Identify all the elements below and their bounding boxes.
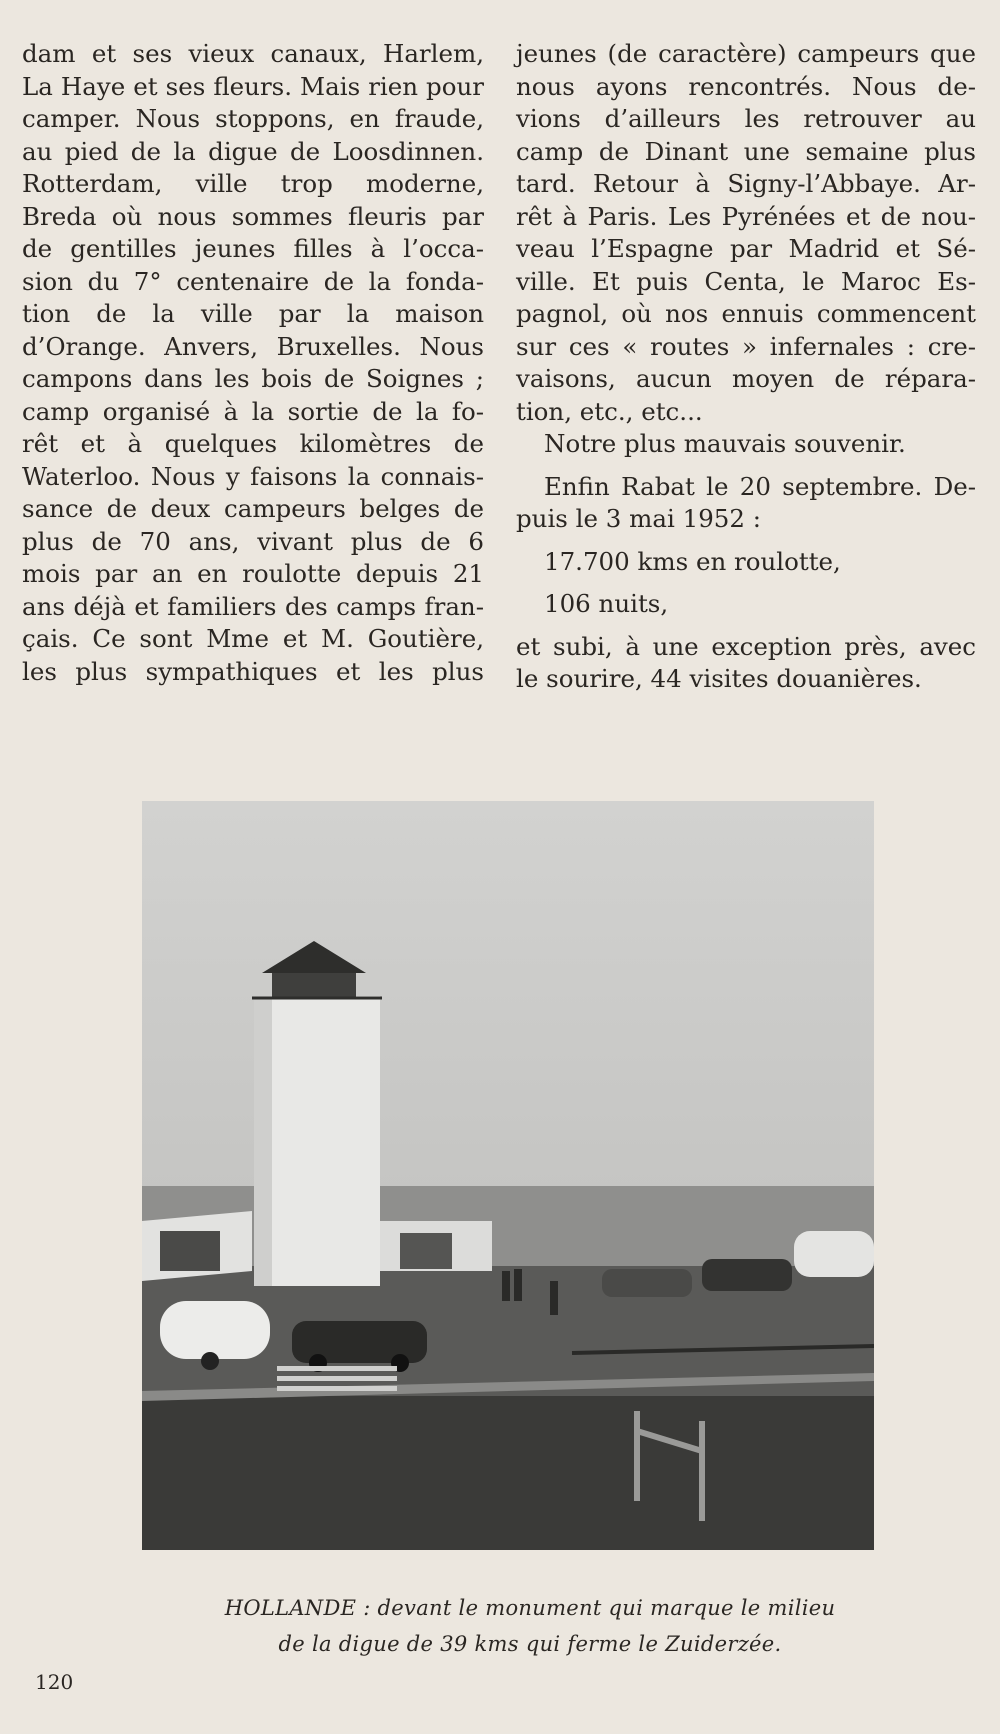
text-line: Notre plus mauvais souvenir. [544, 429, 906, 458]
text-line: La Haye et ses fleurs. Mais rien pour [22, 71, 484, 101]
text-line: vaisons, aucun moyen de répara- [516, 364, 976, 393]
paragraph-gap [516, 621, 976, 631]
text-line: veau l’Espagne par Madrid et Sé- [516, 234, 976, 263]
text-line: Enfin Rabat le 20 septembre. De- [544, 471, 976, 501]
text-line: d’Orange. Anvers, Bruxelles. Nous [22, 331, 484, 361]
photo-caption [150, 1590, 910, 1662]
text-line: Breda où nous sommes fleuris par [22, 201, 484, 231]
text-line: camper. Nous stoppons, en fraude, [22, 104, 484, 133]
text-line: tion, etc., etc... [516, 396, 703, 426]
text-line: mois par an en roulotte depuis 21 [22, 559, 484, 588]
photo-illustration [142, 801, 874, 1550]
photograph-dike-monument [142, 801, 874, 1550]
list-item: 106 nuits, [544, 589, 669, 618]
text-line: camp organisé à la sortie de la fo- [22, 396, 484, 426]
text-line: Waterloo. Nous y faisons la connais- [22, 461, 484, 491]
text-line: pagnol, où nos ennuis commencent [516, 299, 976, 328]
text-line: campons dans les bois de Soignes ; [22, 364, 484, 393]
page-number: 120 [35, 1670, 74, 1694]
text-line: puis le 3 mai 1952 : [516, 504, 762, 533]
paragraph-gap [516, 461, 976, 471]
text-line: au pied de la digue de Loosdinnen. [22, 136, 484, 166]
right-column [516, 38, 976, 696]
left-column [22, 38, 484, 688]
text-line: dam et ses vieux canaux, Harlem, [22, 39, 484, 68]
text-line: les plus sympathiques et les plus [22, 656, 484, 686]
text-line: plus de 70 ans, vivant plus de 6 [22, 526, 484, 556]
text-line: sance de deux campeurs belges de [22, 494, 484, 523]
paragraph-gap [516, 578, 976, 588]
text-line: ville. Et puis Centa, le Maroc Es- [516, 266, 976, 296]
text-line: sur ces « routes » infernales : cre- [516, 331, 976, 361]
text-line: nous ayons rencontrés. Nous de- [516, 71, 976, 101]
text-line: rêt à Paris. Les Pyrénées et de nou- [516, 201, 976, 231]
caption-text: : devant le monument qui marque le milieu [356, 1596, 836, 1620]
caption-country: HOLLANDE [224, 1596, 357, 1620]
text-line: tard. Retour à Signy-l’Abbaye. Ar- [516, 169, 976, 198]
text-line: Rotterdam, ville trop moderne, [22, 169, 484, 198]
text-line: rêt et à quelques kilomètres de [22, 429, 484, 458]
caption-line: de la digue de 39 kms qui ferme le Zuiderzée. [278, 1632, 782, 1656]
text-line: tion de la ville par la maison [22, 299, 484, 328]
text-line: sion du 7° centenaire de la fonda- [22, 266, 484, 296]
text-line: de gentilles jeunes filles à l’occa- [22, 234, 484, 263]
paragraph-gap [516, 536, 976, 546]
text-line: vions d’ailleurs les retrouver au [516, 104, 976, 133]
text-line: jeunes (de caractère) campeurs que [516, 39, 976, 68]
text-line: çais. Ce sont Mme et M. Goutière, [22, 624, 484, 653]
text-line: le sourire, 44 visites douanières. [516, 664, 922, 693]
caption-line [150, 1590, 910, 1626]
text-line: et subi, à une exception près, avec [516, 631, 976, 661]
text-line: ans déjà et familiers des camps fran- [22, 591, 484, 621]
list-item: 17.700 kms en roulotte, [544, 546, 841, 576]
text-line: camp de Dinant une semaine plus [516, 136, 976, 166]
